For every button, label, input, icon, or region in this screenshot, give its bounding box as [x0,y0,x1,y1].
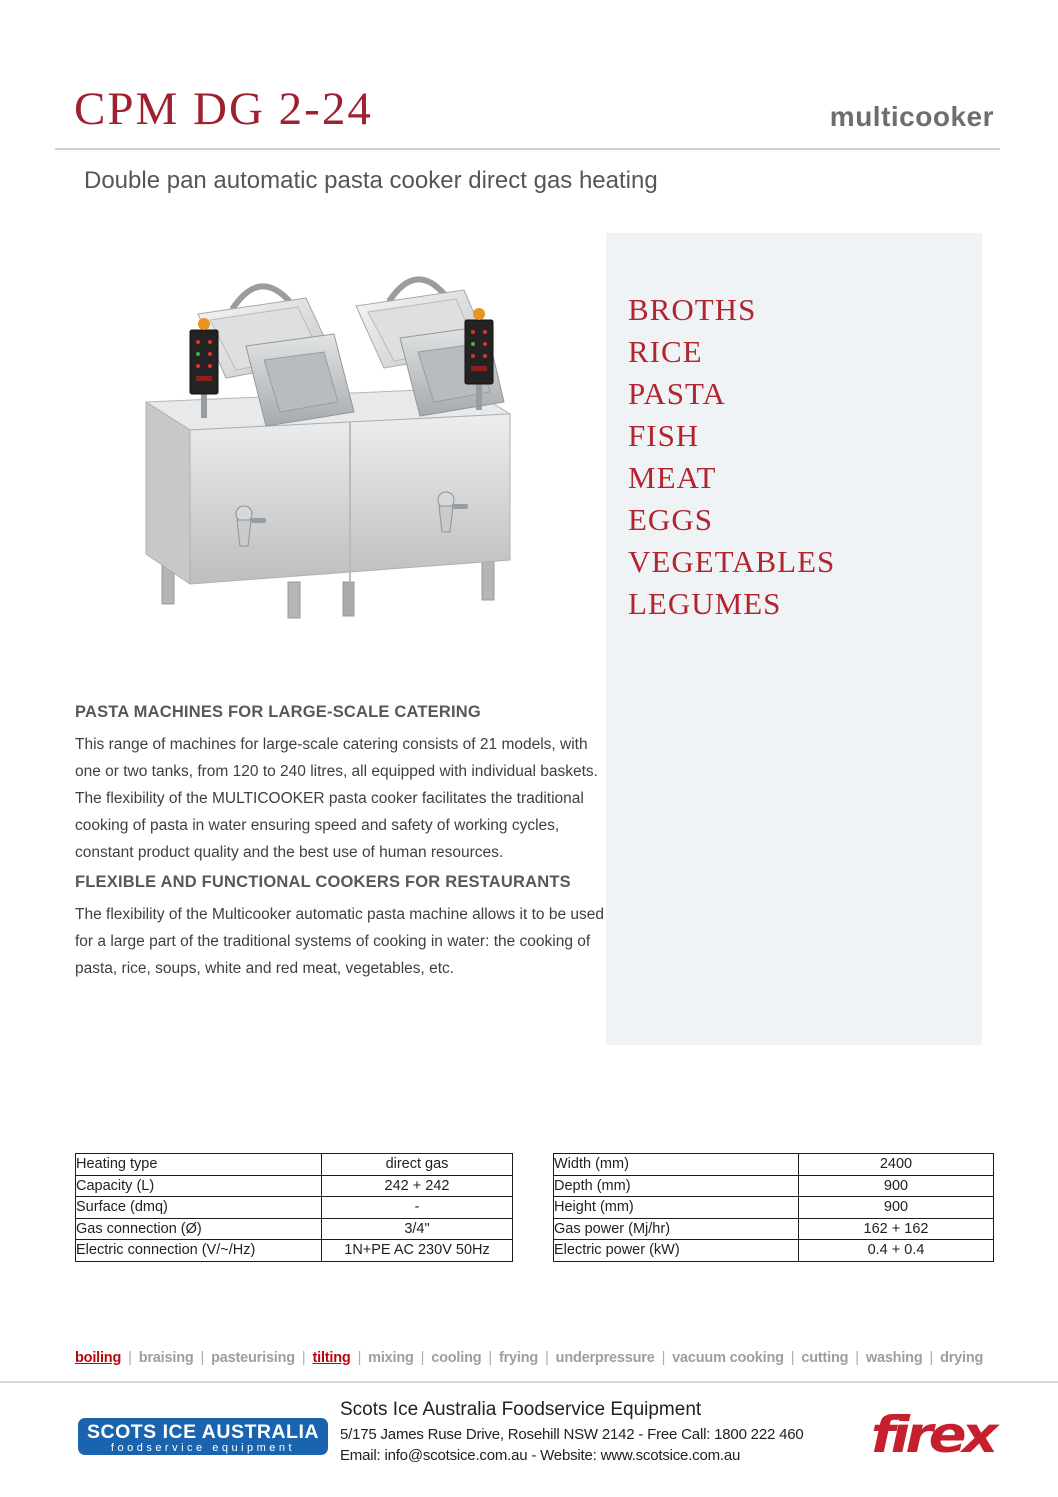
spec-value: 3/4" [322,1218,513,1240]
tag-mixing: mixing [368,1350,414,1366]
tag-separator: | [929,1350,934,1366]
tag-separator: | [790,1350,795,1366]
food-list [628,289,835,625]
section-flexible-cookers [75,873,615,982]
tag-separator: | [128,1350,132,1366]
spec-label: Heating type [76,1154,322,1176]
spec-label: Electric connection (V/~/Hz) [76,1240,322,1262]
tag-underpressure: underpressure [555,1350,655,1366]
tag-boiling: boiling [75,1350,122,1366]
product-subtitle: Double pan automatic pasta cooker direct gas heating [84,167,658,194]
spec-label: Depth (mm) [554,1175,799,1197]
footer-divider [0,1381,1058,1383]
header-divider [55,148,1000,150]
tag-separator: | [420,1350,425,1366]
company-address: 5/175 James Ruse Drive, Rosehill NSW 2142 - Free Call: 1800 222 460 [340,1426,804,1443]
spec-label: Capacity (L) [76,1175,322,1197]
tag-drying: drying [940,1350,984,1366]
spec-value: 2400 [799,1154,994,1176]
table-row [554,1197,994,1219]
spec-label: Height (mm) [554,1197,799,1219]
logo-text-sub: foodservice equipment [110,1442,296,1454]
tag-separator: | [357,1350,362,1366]
food-item: RICE [628,334,703,369]
tag-separator: | [855,1350,859,1366]
food-item: BROTHS [628,292,757,327]
spec-label: Electric power (kW) [554,1240,799,1262]
spec-value: direct gas [322,1154,513,1176]
tag-vacuum-cooking: vacuum cooking [672,1350,784,1366]
table-row [554,1175,994,1197]
tag-braising: braising [138,1350,194,1366]
tag-separator: | [661,1350,666,1366]
logo-text-main: SCOTS ICE AUSTRALIA [87,1421,319,1443]
footer-contact-block [340,1399,804,1464]
spec-value: 900 [799,1197,994,1219]
spec-label: Surface (dmq) [76,1197,322,1219]
spec-label: Gas power (Mj/hr) [554,1218,799,1240]
tag-cooling: cooling [431,1350,482,1366]
spec-value: - [322,1197,513,1219]
tag-separator: | [200,1350,205,1366]
food-item: MEAT [628,460,717,495]
tag-separator: | [545,1350,549,1366]
tag-separator: | [301,1350,306,1366]
food-capability-panel [606,233,982,1045]
table-row [554,1154,994,1176]
food-item: FISH [628,418,700,453]
table-row [76,1154,513,1176]
spec-value: 162 + 162 [799,1218,994,1240]
company-contact: Email: info@scotsice.com.au - Website: www.scotsice.com.au [340,1447,741,1464]
table-row [76,1218,513,1240]
spec-value: 900 [799,1175,994,1197]
section-body: This range of machines for large-scale catering consists of 21 models, with one or two tanks, from 120 to 240 litres, all equipped with individual baskets. The flexibility of the MULTICOOKER pasta cooker facilitates the traditional cooking of pasta in water ensuring speed and safety of working cycles, constant product quality and the best use of human resources. [75,736,598,861]
tag-washing: washing [865,1350,923,1366]
company-name: Scots Ice Australia Foodservice Equipment [340,1399,702,1420]
spec-label: Width (mm) [554,1154,799,1176]
spec-table-connections [75,1153,513,1262]
food-item: LEGUMES [628,586,782,621]
spec-value: 242 + 242 [322,1175,513,1197]
table-row [554,1240,994,1262]
spec-table-dimensions [553,1153,994,1262]
tag-separator: | [488,1350,492,1366]
food-item: EGGS [628,502,713,537]
table-row [76,1240,513,1262]
firex-logo: firex [871,1406,994,1464]
food-item: PASTA [628,376,726,411]
tag-tilting: tilting [312,1350,351,1366]
section-heading: FLEXIBLE AND FUNCTIONAL COOKERS FOR RESTAURANTS [75,873,571,891]
product-category-label: multicooker [829,101,994,132]
food-item: VEGETABLES [628,544,836,579]
section-body: The flexibility of the Multicooker automatic pasta machine allows it to be used for a large part of the traditional systems of cooking in water: the cooking of pasta, rice, soups, white and red meat, vegetables, etc. [75,906,604,977]
tag-pasteurising: pasteurising [211,1350,295,1366]
spec-value: 0.4 + 0.4 [799,1240,994,1262]
section-large-scale-catering [75,703,615,866]
table-row [76,1175,513,1197]
product-photo [138,262,530,624]
page-title: CPM DG 2-24 [74,83,373,135]
tag-cutting: cutting [801,1350,849,1366]
table-row [554,1218,994,1240]
process-tags [75,1350,983,1366]
scots-ice-australia-logo [78,1418,328,1455]
tag-frying: frying [498,1350,539,1366]
section-heading: PASTA MACHINES FOR LARGE-SCALE CATERING [75,703,481,721]
table-row [76,1197,513,1219]
spec-value: 1N+PE AC 230V 50Hz [322,1240,513,1262]
spec-label: Gas connection (Ø) [76,1218,322,1240]
